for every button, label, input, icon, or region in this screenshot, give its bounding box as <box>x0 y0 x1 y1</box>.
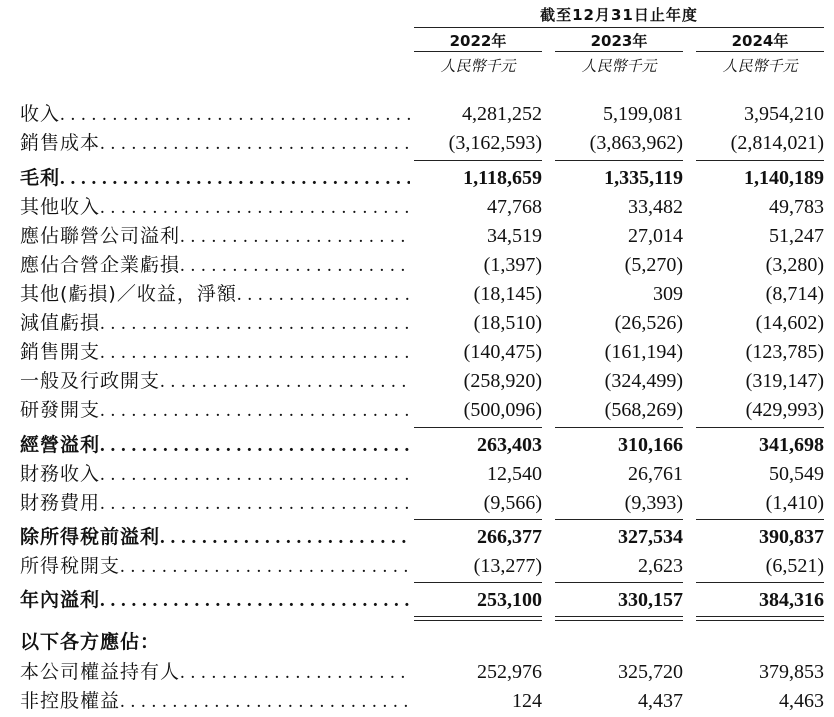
total-double-rule <box>555 620 683 621</box>
year-header-2024: 2024年 <box>731 32 789 50</box>
value-2024: 49,783 <box>769 196 824 218</box>
year-header-2022: 2022年 <box>449 32 507 50</box>
value-2024: (3,280) <box>765 254 824 276</box>
period-header: 截至12月31日止年度 <box>540 6 698 24</box>
subtotal-rule <box>414 160 542 161</box>
unit-label: 人民幣千元 <box>722 57 798 75</box>
row-label: 除所得稅前溢利 <box>20 526 161 548</box>
row-label: 減值虧損 <box>20 312 101 334</box>
value-2023: 325,720 <box>618 661 683 683</box>
value-2024: (1,410) <box>765 492 824 514</box>
row-label: 銷售成本 <box>20 132 101 154</box>
value-2024: 390,837 <box>759 526 824 548</box>
row-revenue <box>0 100 834 129</box>
subtotal-rule <box>555 160 683 161</box>
row-label: 本公司權益持有人 <box>20 661 181 683</box>
row-label: 研發開支 <box>20 399 101 421</box>
value-2023: 327,534 <box>618 526 683 548</box>
value-2023: (568,269) <box>604 399 683 421</box>
value-2023: 330,157 <box>618 589 683 611</box>
value-2024: (6,521) <box>765 555 824 577</box>
value-2022: (3,162,593) <box>448 132 542 154</box>
row-cost-of-sales <box>0 129 834 158</box>
row-label: 經營溢利 <box>20 434 101 456</box>
row-label: 銷售開支 <box>20 341 101 363</box>
value-2024: 384,316 <box>759 589 824 611</box>
subtotal-rule <box>555 582 683 583</box>
value-2023: (324,499) <box>604 370 683 392</box>
value-2022: (18,145) <box>473 283 542 305</box>
row-label: 其他(虧損)／收益，淨額 <box>20 283 237 305</box>
row-label: 以下各方應佔： <box>20 631 161 653</box>
total-double-rule <box>414 616 542 617</box>
row-operating-profit <box>0 431 834 460</box>
value-2024: (123,785) <box>745 341 824 363</box>
row-finance-income <box>0 460 834 489</box>
row-share-of-associates <box>0 222 834 251</box>
value-2022: (18,510) <box>473 312 542 334</box>
value-2022: (9,566) <box>483 492 542 514</box>
value-2023: 33,482 <box>628 196 683 218</box>
row-profit-before-tax <box>0 523 834 552</box>
value-2022: (140,475) <box>463 341 542 363</box>
value-2022: 263,403 <box>477 434 542 456</box>
year-underline <box>555 51 683 52</box>
value-2024: (14,602) <box>755 312 824 334</box>
row-label: 收入 <box>20 103 61 125</box>
total-double-rule <box>555 616 683 617</box>
subtotal-rule <box>414 519 542 520</box>
value-2023: 4,437 <box>638 690 683 712</box>
value-2022: 4,281,252 <box>462 103 542 125</box>
value-2022: 12,540 <box>487 463 542 485</box>
value-2022: 253,100 <box>477 589 542 611</box>
row-label: 非控股權益 <box>20 690 121 712</box>
row-impairment-losses <box>0 309 834 338</box>
value-2022: (13,277) <box>473 555 542 577</box>
unit-label: 人民幣千元 <box>581 57 657 75</box>
row-label: 財務收入 <box>20 463 101 485</box>
value-2024: 51,247 <box>769 225 824 247</box>
value-2023: 2,623 <box>638 555 683 577</box>
value-2023: 26,761 <box>628 463 683 485</box>
subtotal-rule <box>696 427 824 428</box>
row-income-tax <box>0 552 834 581</box>
subtotal-rule <box>696 582 824 583</box>
value-2024: 341,698 <box>759 434 824 456</box>
value-2022: 124 <box>512 690 542 712</box>
row-profit-for-year <box>0 586 834 615</box>
value-2024: 3,954,210 <box>744 103 824 125</box>
value-2023: (26,526) <box>614 312 683 334</box>
value-2022: 1,118,659 <box>463 167 542 189</box>
subtotal-rule <box>555 427 683 428</box>
value-2022: (500,096) <box>463 399 542 421</box>
row-label: 其他收入 <box>20 196 101 218</box>
row-other-losses-gains <box>0 280 834 309</box>
value-2024: 1,140,189 <box>744 167 824 189</box>
subtotal-rule <box>414 582 542 583</box>
row-equity-holders <box>0 658 834 687</box>
value-2022: 266,377 <box>477 526 542 548</box>
period-underline <box>414 27 824 28</box>
row-label: 毛利 <box>20 167 61 189</box>
value-2022: (1,397) <box>483 254 542 276</box>
subtotal-rule <box>555 519 683 520</box>
unit-label: 人民幣千元 <box>440 57 516 75</box>
value-2023: 310,166 <box>618 434 683 456</box>
value-2023: 27,014 <box>628 225 683 247</box>
subtotal-rule <box>696 519 824 520</box>
row-rnd-expenses <box>0 396 834 425</box>
value-2022: (258,920) <box>463 370 542 392</box>
value-2023: 5,199,081 <box>603 103 683 125</box>
year-header-2023: 2023年 <box>590 32 648 50</box>
year-underline <box>414 51 542 52</box>
year-underline <box>696 51 824 52</box>
row-label: 財務費用 <box>20 492 101 514</box>
row-finance-costs <box>0 489 834 518</box>
value-2024: (429,993) <box>745 399 824 421</box>
total-double-rule <box>696 616 824 617</box>
value-2023: (161,194) <box>604 341 683 363</box>
row-label: 年內溢利 <box>20 589 101 611</box>
row-attributable-to <box>0 628 834 657</box>
value-2024: (2,814,021) <box>730 132 824 154</box>
row-label: 所得稅開支 <box>20 555 121 577</box>
value-2023: 309 <box>653 283 683 305</box>
value-2024: 379,853 <box>759 661 824 683</box>
row-share-of-joint-ventures <box>0 251 834 280</box>
subtotal-rule <box>696 160 824 161</box>
row-label: 應佔聯營公司溢利 <box>20 225 181 247</box>
row-non-controlling-interests <box>0 687 834 716</box>
value-2022: 47,768 <box>487 196 542 218</box>
value-2024: 50,549 <box>769 463 824 485</box>
value-2022: 34,519 <box>487 225 542 247</box>
value-2023: (9,393) <box>624 492 683 514</box>
row-admin-expenses <box>0 367 834 396</box>
total-double-rule <box>696 620 824 621</box>
value-2023: 1,335,119 <box>604 167 683 189</box>
value-2024: (8,714) <box>765 283 824 305</box>
row-label: 一般及行政開支 <box>20 370 161 392</box>
value-2022: 252,976 <box>477 661 542 683</box>
total-double-rule <box>414 620 542 621</box>
value-2024: 4,463 <box>779 690 824 712</box>
row-selling-expenses <box>0 338 834 367</box>
subtotal-rule <box>414 427 542 428</box>
value-2023: (3,863,962) <box>589 132 683 154</box>
value-2023: (5,270) <box>624 254 683 276</box>
value-2024: (319,147) <box>745 370 824 392</box>
row-gross-profit <box>0 164 834 193</box>
row-label: 應佔合營企業虧損 <box>20 254 181 276</box>
row-other-income <box>0 193 834 222</box>
